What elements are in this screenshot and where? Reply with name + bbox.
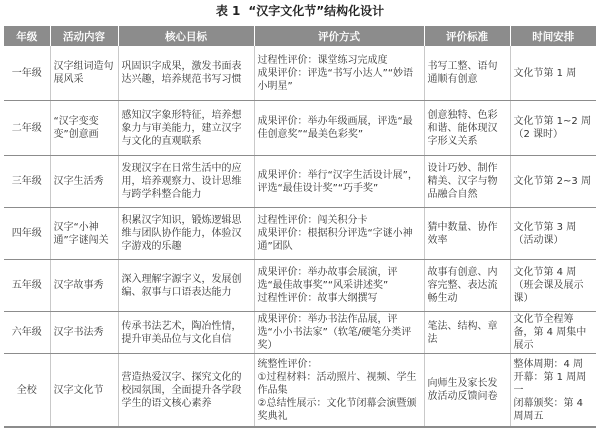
grade-cell: 全校 xyxy=(4,354,50,428)
table-caption xyxy=(0,0,600,22)
activity-cell: 汉字书法秀 xyxy=(50,312,118,354)
goal-cell: 发现汉字在日常生活中的应用，培养观察力、设计思维与跨学科整合能力 xyxy=(118,156,254,208)
table-row xyxy=(4,156,596,208)
evaluation-cell: 成果评价：举行“汉字生活设计展”，评选“最佳设计奖”“巧手奖” xyxy=(254,156,424,208)
evaluation-cell: 成果评价：举办故事会展演，评选“最佳故事奖”“风采讲述奖” 过程性评价：故事大纲撰写 xyxy=(254,260,424,312)
header-evaluation: 评价方式 xyxy=(254,26,424,46)
grade-cell: 一年级 xyxy=(4,46,50,101)
schedule-cell: 文化节第 1 周 xyxy=(510,46,596,101)
table-row xyxy=(4,312,596,354)
evaluation-cell: 成果评价：举办年级画展，评选“最佳创意奖”“最美色彩奖” xyxy=(254,101,424,156)
activity-cell: 汉字“小神通”字谜闯关 xyxy=(50,208,118,260)
activity-cell: 汉字故事秀 xyxy=(50,260,118,312)
table-title: “汉字文化节”结构化设计 xyxy=(248,4,385,18)
table-row xyxy=(4,260,596,312)
grade-cell: 五年级 xyxy=(4,260,50,312)
activity-cell: 汉字文化节 xyxy=(50,354,118,428)
schedule-cell: 整体周期：4 周 开幕：第 1 周周一 闭幕颁奖：第 4 周周五 xyxy=(510,354,596,428)
table-number: 表 1 xyxy=(215,4,241,18)
design-table xyxy=(4,26,596,428)
standard-cell: 书写工整、语句通顺有创意 xyxy=(424,46,510,101)
standard-cell: 创意独特、色彩和谐、能体现汉字形义关系 xyxy=(424,101,510,156)
table-row xyxy=(4,354,596,428)
header-standard: 评价标准 xyxy=(424,26,510,46)
schedule-cell: 文化节第 3 周（活动课） xyxy=(510,208,596,260)
evaluation-cell: 成果评价：举办书法作品展，评选“小小书法家”（软笔/硬笔分类评奖） xyxy=(254,312,424,354)
goal-cell: 传承书法艺术，陶冶性情，提升审美品位与文化自信 xyxy=(118,312,254,354)
standard-cell: 向师生及家长发放活动反馈问卷 xyxy=(424,354,510,428)
grade-cell: 四年级 xyxy=(4,208,50,260)
standard-cell: 设计巧妙、制作精美、汉字与物品融合自然 xyxy=(424,156,510,208)
standard-cell: 笔法、结构、章法 xyxy=(424,312,510,354)
header-activity: 活动内容 xyxy=(50,26,118,46)
schedule-cell: 文化节第 1~2 周（2 课时） xyxy=(510,101,596,156)
header-schedule: 时间安排 xyxy=(510,26,596,46)
table-row xyxy=(4,46,596,101)
evaluation-cell: 过程性评价：闯关积分卡 成果评价：根据积分评选“字谜小神通”团队 xyxy=(254,208,424,260)
table-row xyxy=(4,101,596,156)
evaluation-cell: 过程性评价：课堂练习完成度 成果评价：评选“书写小达人”“妙语小明星” xyxy=(254,46,424,101)
table-row xyxy=(4,208,596,260)
header-goal: 核心目标 xyxy=(118,26,254,46)
grade-cell: 二年级 xyxy=(4,101,50,156)
goal-cell: 积累汉字知识，锻炼逻辑思维与团队协作能力，体验汉字游戏的乐趣 xyxy=(118,208,254,260)
activity-cell: 汉字组词造句展风采 xyxy=(50,46,118,101)
schedule-cell: 文化节第 4 周（班会课及展示课） xyxy=(510,260,596,312)
activity-cell: “汉字变变变”创意画 xyxy=(50,101,118,156)
header-grade: 年级 xyxy=(4,26,50,46)
goal-cell: 巩固识字成果，激发书面表达兴趣，培养规范书写习惯 xyxy=(118,46,254,101)
activity-cell: 汉字生活秀 xyxy=(50,156,118,208)
grade-cell: 三年级 xyxy=(4,156,50,208)
evaluation-cell: 统整性评价： ①过程材料：活动照片、视频、学生作品集 ②总结性展示：文化节闭幕会演暨颁奖典礼 xyxy=(254,354,424,428)
schedule-cell: 文化节第 2~3 周 xyxy=(510,156,596,208)
schedule-cell: 文化节全程筹备，第 4 周集中展示 xyxy=(510,312,596,354)
header-row xyxy=(4,26,596,46)
goal-cell: 营造热爱汉字、探究文化的校园氛围，全面提升各学段学生的语文核心素养 xyxy=(118,354,254,428)
standard-cell: 猜中数量、协作效率 xyxy=(424,208,510,260)
goal-cell: 感知汉字象形特征，培养想象力与审美能力，建立汉字与文化的直观联系 xyxy=(118,101,254,156)
standard-cell: 故事有创意、内容完整、表达流畅生动 xyxy=(424,260,510,312)
grade-cell: 六年级 xyxy=(4,312,50,354)
goal-cell: 深入理解字源字义，发展创编、叙事与口语表达能力 xyxy=(118,260,254,312)
